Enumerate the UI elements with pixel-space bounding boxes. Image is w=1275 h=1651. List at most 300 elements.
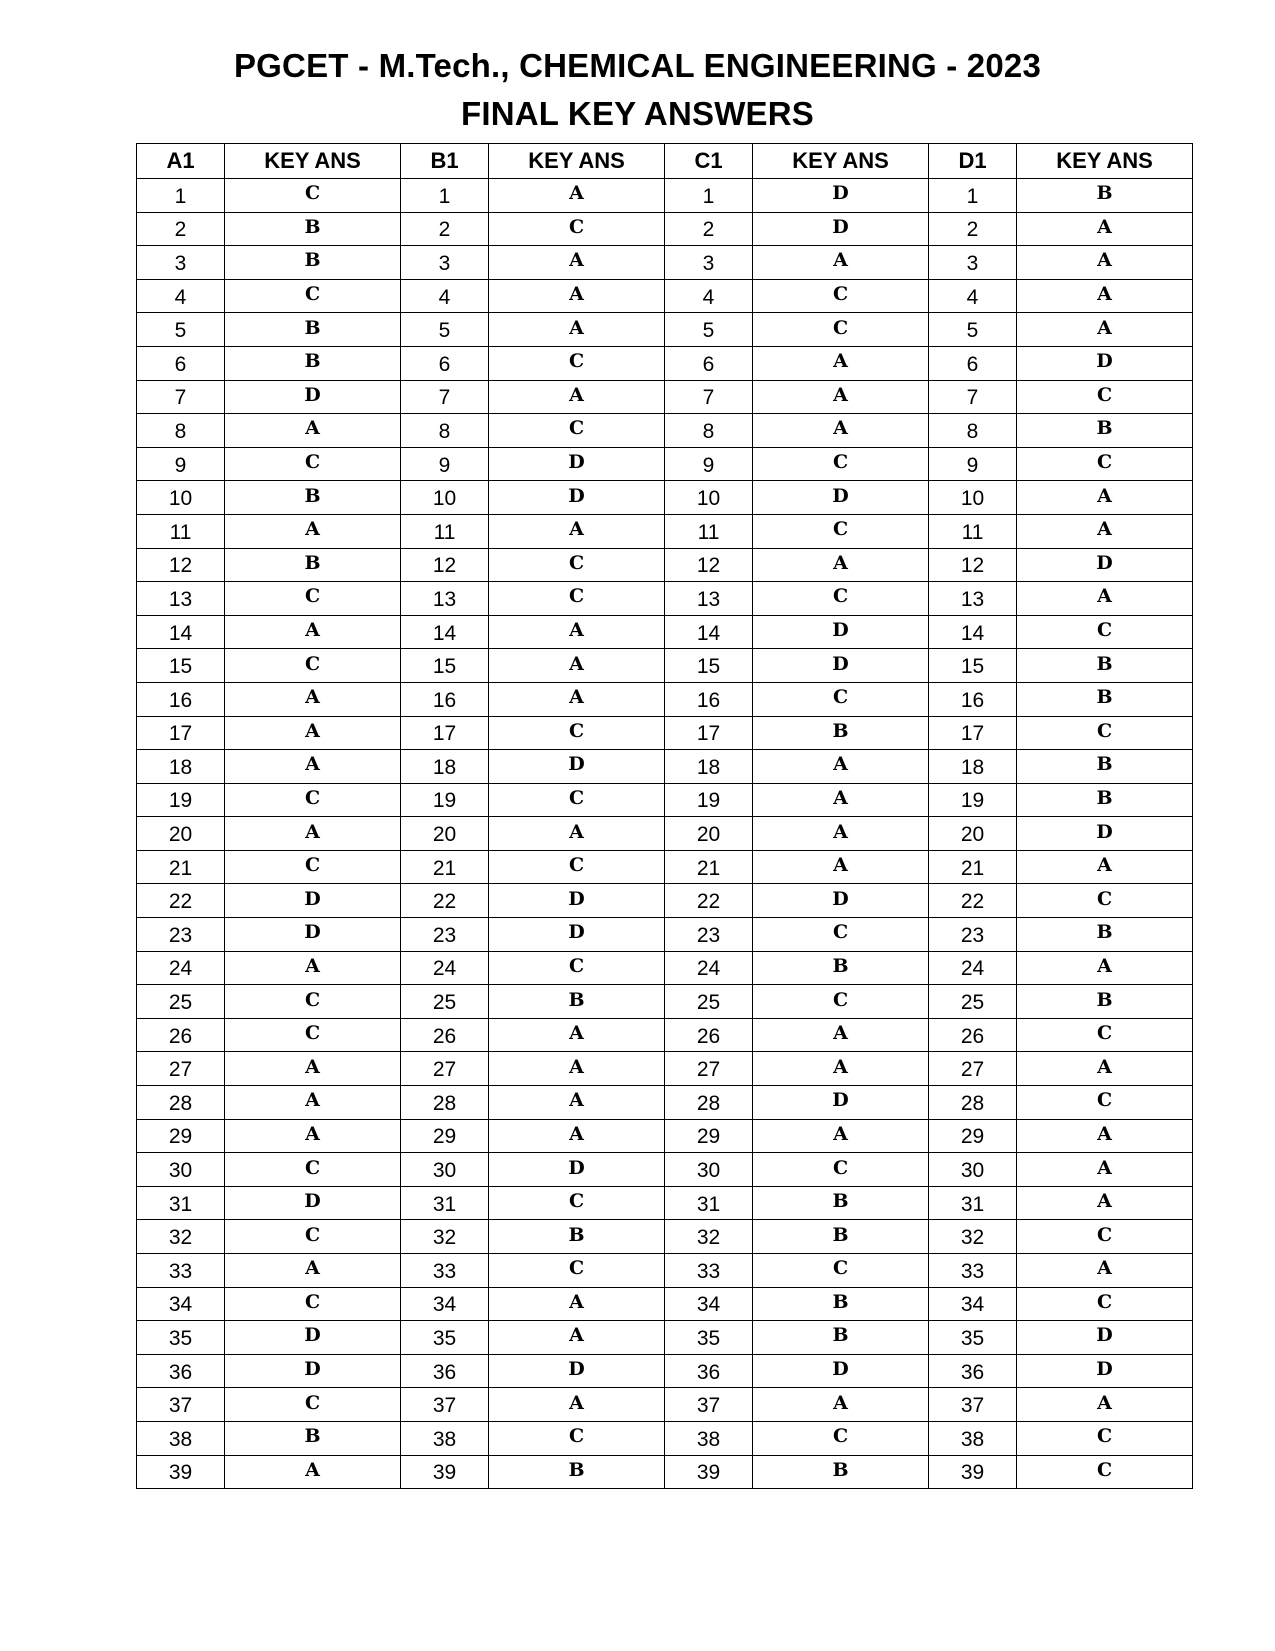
- question-number-c1: 5: [665, 313, 753, 347]
- question-number-c1: 32: [665, 1220, 753, 1254]
- table-row: [137, 750, 1193, 784]
- question-number-b1: 24: [401, 951, 489, 985]
- question-number-b1: 10: [401, 481, 489, 515]
- question-number-c1: 8: [665, 414, 753, 448]
- key-answer-b1: A: [489, 615, 665, 649]
- question-number-a1: 4: [137, 279, 225, 313]
- question-number-b1: 31: [401, 1186, 489, 1220]
- question-number-c1: 22: [665, 884, 753, 918]
- key-answer-d1: B: [1017, 682, 1193, 716]
- question-number-d1: 4: [929, 279, 1017, 313]
- key-answer-d1: A: [1017, 1052, 1193, 1086]
- question-number-c1: 15: [665, 649, 753, 683]
- key-answer-a1: B: [225, 346, 401, 380]
- question-number-b1: 36: [401, 1354, 489, 1388]
- question-number-d1: 31: [929, 1186, 1017, 1220]
- question-number-b1: 27: [401, 1052, 489, 1086]
- key-answer-d1: D: [1017, 548, 1193, 582]
- question-number-d1: 15: [929, 649, 1017, 683]
- question-number-b1: 34: [401, 1287, 489, 1321]
- key-answer-c1: A: [753, 817, 929, 851]
- key-answer-a1: C: [225, 279, 401, 313]
- question-number-c1: 21: [665, 850, 753, 884]
- question-number-a1: 20: [137, 817, 225, 851]
- question-number-d1: 30: [929, 1153, 1017, 1187]
- key-answer-b1: A: [489, 1287, 665, 1321]
- key-answer-a1: C: [225, 985, 401, 1019]
- question-number-d1: 16: [929, 682, 1017, 716]
- table-row: [137, 649, 1193, 683]
- question-number-d1: 25: [929, 985, 1017, 1019]
- key-answer-d1: B: [1017, 649, 1193, 683]
- key-answer-d1: B: [1017, 414, 1193, 448]
- table-row: [137, 1388, 1193, 1422]
- question-number-a1: 37: [137, 1388, 225, 1422]
- key-answer-a1: C: [225, 1153, 401, 1187]
- key-answer-d1: C: [1017, 1220, 1193, 1254]
- header-a1-key-ans: KEY ANS: [225, 144, 401, 179]
- question-number-d1: 26: [929, 1018, 1017, 1052]
- key-answer-c1: C: [753, 1254, 929, 1288]
- key-answer-b1: C: [489, 1186, 665, 1220]
- table-row: [137, 1052, 1193, 1086]
- key-answer-b1: A: [489, 246, 665, 280]
- question-number-c1: 29: [665, 1119, 753, 1153]
- question-number-b1: 17: [401, 716, 489, 750]
- answer-key-body: [137, 179, 1193, 1489]
- key-answer-b1: A: [489, 313, 665, 347]
- table-row: [137, 615, 1193, 649]
- question-number-d1: 32: [929, 1220, 1017, 1254]
- header-c1-key-ans: KEY ANS: [753, 144, 929, 179]
- key-answer-c1: A: [753, 1018, 929, 1052]
- key-answer-b1: C: [489, 783, 665, 817]
- question-number-d1: 17: [929, 716, 1017, 750]
- key-answer-c1: A: [753, 783, 929, 817]
- key-answer-c1: A: [753, 850, 929, 884]
- question-number-d1: 10: [929, 481, 1017, 515]
- question-number-a1: 24: [137, 951, 225, 985]
- question-number-d1: 34: [929, 1287, 1017, 1321]
- question-number-d1: 29: [929, 1119, 1017, 1153]
- question-number-d1: 14: [929, 615, 1017, 649]
- question-number-a1: 11: [137, 514, 225, 548]
- question-number-c1: 26: [665, 1018, 753, 1052]
- table-row: [137, 1287, 1193, 1321]
- question-number-a1: 10: [137, 481, 225, 515]
- key-answer-b1: C: [489, 414, 665, 448]
- question-number-a1: 31: [137, 1186, 225, 1220]
- key-answer-b1: C: [489, 346, 665, 380]
- key-answer-d1: C: [1017, 1287, 1193, 1321]
- key-answer-d1: C: [1017, 380, 1193, 414]
- key-answer-a1: B: [225, 212, 401, 246]
- table-row: [137, 1119, 1193, 1153]
- key-answer-d1: A: [1017, 1388, 1193, 1422]
- question-number-a1: 34: [137, 1287, 225, 1321]
- key-answer-d1: B: [1017, 985, 1193, 1019]
- question-number-c1: 1: [665, 179, 753, 213]
- table-row: [137, 279, 1193, 313]
- header-row: [137, 144, 1193, 179]
- key-answer-b1: A: [489, 380, 665, 414]
- key-answer-a1: A: [225, 615, 401, 649]
- key-answer-a1: B: [225, 1421, 401, 1455]
- question-number-a1: 28: [137, 1086, 225, 1120]
- key-answer-a1: A: [225, 817, 401, 851]
- question-number-a1: 27: [137, 1052, 225, 1086]
- key-answer-a1: D: [225, 1321, 401, 1355]
- key-answer-c1: B: [753, 951, 929, 985]
- key-answer-b1: C: [489, 582, 665, 616]
- key-answer-c1: A: [753, 246, 929, 280]
- table-row: [137, 346, 1193, 380]
- key-answer-c1: C: [753, 1421, 929, 1455]
- question-number-d1: 8: [929, 414, 1017, 448]
- key-answer-d1: C: [1017, 716, 1193, 750]
- question-number-d1: 24: [929, 951, 1017, 985]
- key-answer-b1: A: [489, 1388, 665, 1422]
- question-number-d1: 7: [929, 380, 1017, 414]
- question-number-b1: 5: [401, 313, 489, 347]
- question-number-b1: 4: [401, 279, 489, 313]
- key-answer-c1: A: [753, 414, 929, 448]
- key-answer-c1: C: [753, 313, 929, 347]
- key-answer-c1: C: [753, 447, 929, 481]
- table-row: [137, 1254, 1193, 1288]
- question-number-d1: 3: [929, 246, 1017, 280]
- table-row: [137, 514, 1193, 548]
- question-number-a1: 21: [137, 850, 225, 884]
- key-answer-c1: A: [753, 1388, 929, 1422]
- key-answer-a1: C: [225, 1388, 401, 1422]
- question-number-c1: 18: [665, 750, 753, 784]
- key-answer-a1: C: [225, 649, 401, 683]
- key-answer-c1: B: [753, 1287, 929, 1321]
- question-number-b1: 26: [401, 1018, 489, 1052]
- question-number-b1: 13: [401, 582, 489, 616]
- key-answer-b1: A: [489, 1119, 665, 1153]
- question-number-a1: 19: [137, 783, 225, 817]
- key-answer-c1: C: [753, 279, 929, 313]
- key-answer-d1: B: [1017, 179, 1193, 213]
- header-d1: D1: [929, 144, 1017, 179]
- key-answer-a1: A: [225, 750, 401, 784]
- key-answer-b1: A: [489, 1052, 665, 1086]
- key-answer-a1: D: [225, 1186, 401, 1220]
- key-answer-a1: C: [225, 850, 401, 884]
- question-number-c1: 7: [665, 380, 753, 414]
- key-answer-b1: C: [489, 212, 665, 246]
- question-number-b1: 20: [401, 817, 489, 851]
- question-number-d1: 9: [929, 447, 1017, 481]
- key-answer-d1: B: [1017, 750, 1193, 784]
- table-row: [137, 783, 1193, 817]
- question-number-b1: 14: [401, 615, 489, 649]
- key-answer-c1: C: [753, 918, 929, 952]
- header-a1: A1: [137, 144, 225, 179]
- question-number-d1: 28: [929, 1086, 1017, 1120]
- key-answer-d1: C: [1017, 884, 1193, 918]
- table-row: [137, 414, 1193, 448]
- key-answer-b1: D: [489, 447, 665, 481]
- key-answer-a1: A: [225, 1254, 401, 1288]
- key-answer-a1: C: [225, 582, 401, 616]
- table-row: [137, 313, 1193, 347]
- question-number-d1: 1: [929, 179, 1017, 213]
- key-answer-b1: A: [489, 1018, 665, 1052]
- question-number-c1: 19: [665, 783, 753, 817]
- table-row: [137, 1321, 1193, 1355]
- question-number-d1: 27: [929, 1052, 1017, 1086]
- key-answer-d1: A: [1017, 246, 1193, 280]
- question-number-a1: 29: [137, 1119, 225, 1153]
- question-number-c1: 10: [665, 481, 753, 515]
- key-answer-a1: C: [225, 1287, 401, 1321]
- key-answer-a1: C: [225, 447, 401, 481]
- key-answer-d1: D: [1017, 817, 1193, 851]
- question-number-d1: 36: [929, 1354, 1017, 1388]
- question-number-b1: 2: [401, 212, 489, 246]
- table-row: [137, 884, 1193, 918]
- key-answer-b1: A: [489, 279, 665, 313]
- key-answer-c1: D: [753, 481, 929, 515]
- table-row: [137, 380, 1193, 414]
- question-number-d1: 11: [929, 514, 1017, 548]
- key-answer-d1: A: [1017, 1119, 1193, 1153]
- key-answer-c1: A: [753, 548, 929, 582]
- key-answer-b1: A: [489, 179, 665, 213]
- question-number-a1: 7: [137, 380, 225, 414]
- key-answer-c1: D: [753, 649, 929, 683]
- key-answer-c1: D: [753, 212, 929, 246]
- question-number-a1: 15: [137, 649, 225, 683]
- key-answer-c1: C: [753, 1153, 929, 1187]
- table-row: [137, 951, 1193, 985]
- table-row: [137, 1153, 1193, 1187]
- question-number-a1: 16: [137, 682, 225, 716]
- question-number-c1: 24: [665, 951, 753, 985]
- key-answer-c1: B: [753, 1321, 929, 1355]
- question-number-b1: 16: [401, 682, 489, 716]
- question-number-c1: 35: [665, 1321, 753, 1355]
- key-answer-b1: A: [489, 514, 665, 548]
- question-number-b1: 11: [401, 514, 489, 548]
- question-number-d1: 20: [929, 817, 1017, 851]
- table-row: [137, 1455, 1193, 1489]
- key-answer-a1: B: [225, 313, 401, 347]
- question-number-a1: 1: [137, 179, 225, 213]
- question-number-b1: 18: [401, 750, 489, 784]
- key-answer-c1: D: [753, 1354, 929, 1388]
- table-row: [137, 918, 1193, 952]
- key-answer-d1: C: [1017, 447, 1193, 481]
- question-number-a1: 5: [137, 313, 225, 347]
- question-number-a1: 14: [137, 615, 225, 649]
- question-number-c1: 11: [665, 514, 753, 548]
- question-number-c1: 36: [665, 1354, 753, 1388]
- key-answer-d1: A: [1017, 514, 1193, 548]
- key-answer-c1: B: [753, 1186, 929, 1220]
- key-answer-a1: D: [225, 1354, 401, 1388]
- question-number-a1: 13: [137, 582, 225, 616]
- key-answer-b1: D: [489, 750, 665, 784]
- question-number-c1: 30: [665, 1153, 753, 1187]
- key-answer-c1: A: [753, 380, 929, 414]
- question-number-b1: 12: [401, 548, 489, 582]
- question-number-d1: 35: [929, 1321, 1017, 1355]
- key-answer-a1: A: [225, 414, 401, 448]
- table-row: [137, 179, 1193, 213]
- question-number-b1: 8: [401, 414, 489, 448]
- header-b1: B1: [401, 144, 489, 179]
- question-number-b1: 39: [401, 1455, 489, 1489]
- table-row: [137, 1186, 1193, 1220]
- table-row: [137, 582, 1193, 616]
- key-answer-b1: C: [489, 1254, 665, 1288]
- question-number-d1: 13: [929, 582, 1017, 616]
- question-number-b1: 32: [401, 1220, 489, 1254]
- key-answer-a1: A: [225, 1119, 401, 1153]
- key-answer-b1: A: [489, 1086, 665, 1120]
- key-answer-b1: C: [489, 716, 665, 750]
- table-row: [137, 212, 1193, 246]
- question-number-c1: 28: [665, 1086, 753, 1120]
- question-number-b1: 30: [401, 1153, 489, 1187]
- key-answer-d1: C: [1017, 615, 1193, 649]
- answer-key-table: [136, 143, 1193, 1489]
- question-number-d1: 2: [929, 212, 1017, 246]
- question-number-b1: 9: [401, 447, 489, 481]
- table-row: [137, 716, 1193, 750]
- table-row: [137, 682, 1193, 716]
- question-number-c1: 9: [665, 447, 753, 481]
- question-number-b1: 21: [401, 850, 489, 884]
- key-answer-d1: D: [1017, 1354, 1193, 1388]
- question-number-b1: 22: [401, 884, 489, 918]
- question-number-a1: 2: [137, 212, 225, 246]
- question-number-c1: 20: [665, 817, 753, 851]
- document-subtitle: FINAL KEY ANSWERS: [461, 95, 814, 132]
- question-number-b1: 1: [401, 179, 489, 213]
- question-number-b1: 29: [401, 1119, 489, 1153]
- question-number-a1: 26: [137, 1018, 225, 1052]
- key-answer-d1: C: [1017, 1086, 1193, 1120]
- question-number-d1: 23: [929, 918, 1017, 952]
- key-answer-d1: C: [1017, 1455, 1193, 1489]
- question-number-b1: 28: [401, 1086, 489, 1120]
- key-answer-a1: A: [225, 716, 401, 750]
- key-answer-a1: C: [225, 1018, 401, 1052]
- question-number-c1: 2: [665, 212, 753, 246]
- table-row: [137, 1018, 1193, 1052]
- question-number-c1: 16: [665, 682, 753, 716]
- table-row: [137, 985, 1193, 1019]
- key-answer-d1: D: [1017, 1321, 1193, 1355]
- key-answer-d1: A: [1017, 481, 1193, 515]
- table-row: [137, 850, 1193, 884]
- table-row: [137, 481, 1193, 515]
- question-number-b1: 6: [401, 346, 489, 380]
- question-number-c1: 14: [665, 615, 753, 649]
- question-number-c1: 31: [665, 1186, 753, 1220]
- header-b1-key-ans: KEY ANS: [489, 144, 665, 179]
- key-answer-d1: A: [1017, 850, 1193, 884]
- key-answer-d1: B: [1017, 783, 1193, 817]
- question-number-d1: 18: [929, 750, 1017, 784]
- key-answer-b1: C: [489, 1421, 665, 1455]
- key-answer-d1: B: [1017, 918, 1193, 952]
- question-number-a1: 9: [137, 447, 225, 481]
- key-answer-b1: D: [489, 884, 665, 918]
- question-number-c1: 25: [665, 985, 753, 1019]
- question-number-d1: 38: [929, 1421, 1017, 1455]
- key-answer-b1: D: [489, 481, 665, 515]
- key-answer-d1: A: [1017, 951, 1193, 985]
- table-row: [137, 1220, 1193, 1254]
- question-number-c1: 33: [665, 1254, 753, 1288]
- question-number-a1: 35: [137, 1321, 225, 1355]
- question-number-a1: 8: [137, 414, 225, 448]
- key-answer-b1: D: [489, 1354, 665, 1388]
- question-number-b1: 37: [401, 1388, 489, 1422]
- question-number-b1: 33: [401, 1254, 489, 1288]
- table-row: [137, 246, 1193, 280]
- key-answer-b1: A: [489, 682, 665, 716]
- key-answer-d1: A: [1017, 1153, 1193, 1187]
- question-number-c1: 13: [665, 582, 753, 616]
- key-answer-b1: D: [489, 1153, 665, 1187]
- question-number-a1: 33: [137, 1254, 225, 1288]
- key-answer-a1: A: [225, 682, 401, 716]
- question-number-a1: 12: [137, 548, 225, 582]
- key-answer-c1: D: [753, 1086, 929, 1120]
- key-answer-a1: C: [225, 1220, 401, 1254]
- question-number-b1: 15: [401, 649, 489, 683]
- key-answer-d1: A: [1017, 1254, 1193, 1288]
- key-answer-b1: B: [489, 985, 665, 1019]
- question-number-d1: 21: [929, 850, 1017, 884]
- question-number-b1: 25: [401, 985, 489, 1019]
- header-c1: C1: [665, 144, 753, 179]
- question-number-b1: 3: [401, 246, 489, 280]
- question-number-c1: 39: [665, 1455, 753, 1489]
- key-answer-a1: A: [225, 1052, 401, 1086]
- key-answer-c1: D: [753, 615, 929, 649]
- question-number-c1: 12: [665, 548, 753, 582]
- key-answer-c1: A: [753, 1052, 929, 1086]
- key-answer-c1: D: [753, 884, 929, 918]
- key-answer-a1: A: [225, 1455, 401, 1489]
- question-number-d1: 22: [929, 884, 1017, 918]
- question-number-c1: 37: [665, 1388, 753, 1422]
- table-row: [137, 817, 1193, 851]
- question-number-d1: 19: [929, 783, 1017, 817]
- key-answer-c1: B: [753, 1220, 929, 1254]
- key-answer-a1: D: [225, 884, 401, 918]
- key-answer-c1: A: [753, 1119, 929, 1153]
- table-row: [137, 447, 1193, 481]
- question-number-d1: 39: [929, 1455, 1017, 1489]
- question-number-a1: 17: [137, 716, 225, 750]
- question-number-a1: 25: [137, 985, 225, 1019]
- question-number-c1: 27: [665, 1052, 753, 1086]
- key-answer-a1: A: [225, 1086, 401, 1120]
- key-answer-d1: C: [1017, 1018, 1193, 1052]
- key-answer-b1: B: [489, 1220, 665, 1254]
- header-d1-key-ans: KEY ANS: [1017, 144, 1193, 179]
- key-answer-c1: C: [753, 582, 929, 616]
